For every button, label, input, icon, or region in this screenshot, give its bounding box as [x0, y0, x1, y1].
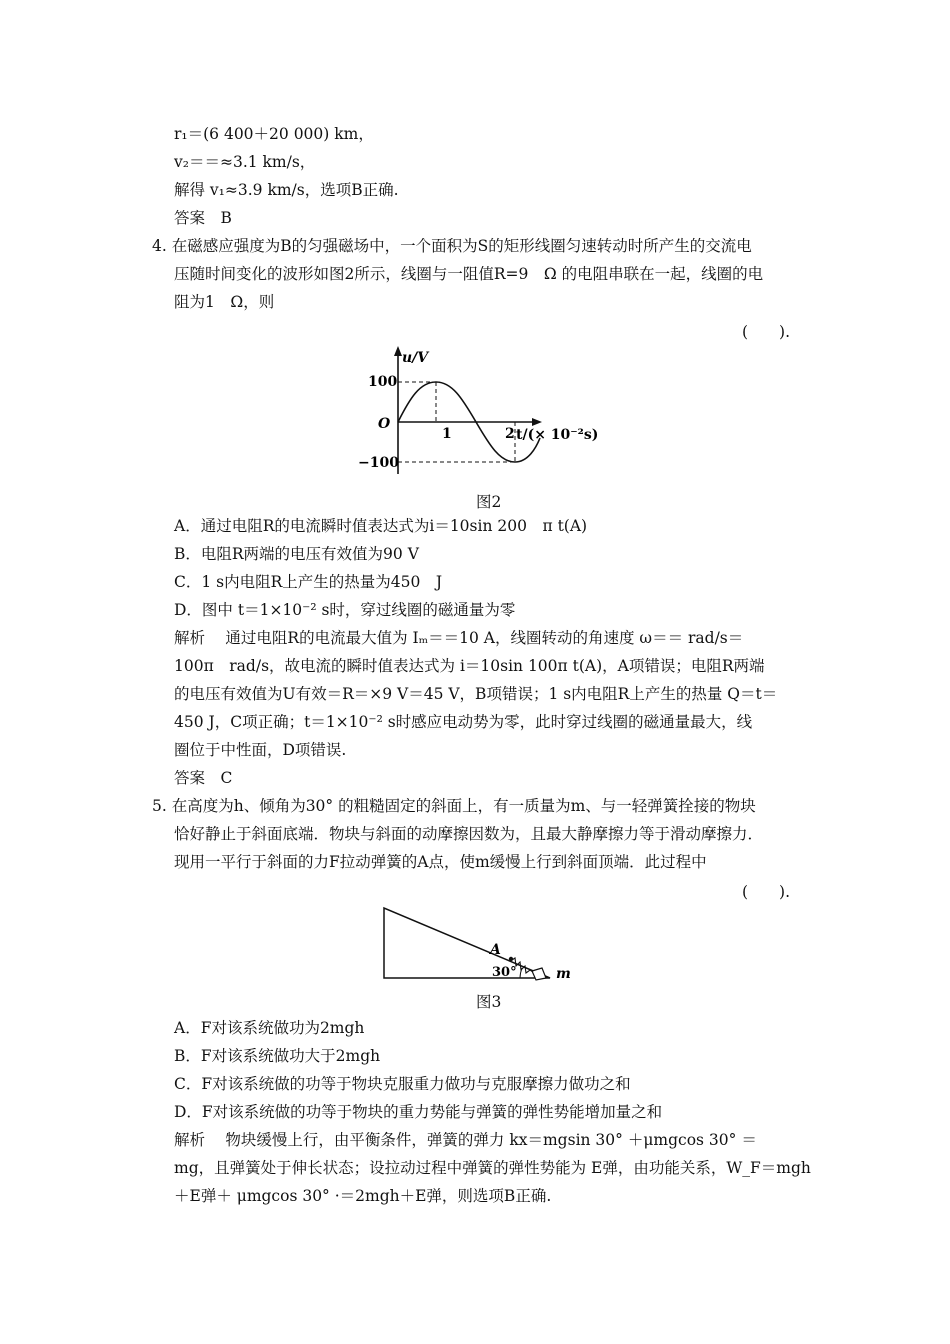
q5-analysis-line3: ＋E弹＋ μmgcos 30° ·＝2mgh＋E弹，则选项B正确.: [174, 1187, 552, 1205]
figure-3-caption: 图3: [476, 993, 502, 1011]
origin-label: O: [378, 416, 391, 432]
q5-stem-line3: 现用一平行于斜面的力F拉动弹簧的A点，使m缓慢上行到斜面顶端．此过程中: [174, 853, 707, 871]
q5-option-a: A．F对该系统做功为2mgh: [174, 1019, 365, 1037]
tick-100: 100: [368, 374, 398, 390]
solve-line: 解得 v₁≈3.9 km/s，选项B正确.: [174, 181, 399, 199]
q4-analysis-line4: 450 J，C项正确；t＝1×10⁻² s时感应电动势为零，此时穿过线圈的磁通量最大，线: [174, 713, 753, 731]
q5-stem-line2: 恰好静止于斜面底端．物块与斜面的动摩擦因数为，且最大静摩擦力等于滑动摩擦力．: [174, 825, 764, 843]
q5-analysis-line2: mg，且弹簧处于伸长状态；设拉动过程中弹簧的弹性势能为 E弹，由功能关系，W_F＝mgh: [174, 1159, 811, 1177]
q5-option-d: D．F对该系统做的功等于物块的重力势能与弹簧的弹性势能增加量之和: [174, 1103, 663, 1121]
q4-analysis-line5: 圈位于中性面，D项错误.: [174, 741, 347, 759]
q4-option-d: D．图中 t＝1×10⁻² s时，穿过线圈的磁通量为零: [174, 601, 516, 619]
v2-equation: v₂＝＝≈3.1 km/s，: [174, 153, 316, 171]
q4-option-c: C．1 s内电阻R上产生的热量为450 J: [174, 573, 443, 591]
q5-stem-line1: 5. 在高度为h、倾角为30° 的粗糙固定的斜面上，有一质量为m、与一轻弹簧拴接的物块: [152, 797, 756, 815]
label-angle: 30°: [492, 965, 517, 980]
x-axis-arrow: [532, 418, 542, 426]
label-a: A: [490, 942, 501, 958]
q4-option-b: B．电阻R两端的电压有效值为90 V: [174, 545, 419, 563]
q4-analysis-line3: 的电压有效值为U有效＝R＝×9 V＝45 V，B项错误；1 s内电阻R上产生的热量 Q＝t＝: [174, 685, 778, 703]
q5-option-c: C．F对该系统做的功等于物块克服重力做功与克服摩擦力做功之和: [174, 1075, 631, 1093]
angle-arc: [520, 968, 522, 978]
tick-1: 1: [442, 426, 452, 442]
r1-equation: r₁＝(6 400＋20 000) km，: [174, 125, 374, 143]
q5-answer-blank: ( ).: [742, 883, 791, 901]
point-a: [509, 957, 513, 961]
tick-2: 2: [505, 426, 515, 442]
q4-stem-line1: 4. 在磁感应强度为B的匀强磁场中，一个面积为S的矩形线圈匀速转动时所产生的交流电: [152, 237, 752, 255]
q4-analysis-line1: 解析 通过电阻R的电流最大值为 Iₘ＝＝10 A，线圈转动的角速度 ω＝＝ rad/s＝: [174, 629, 744, 647]
q4-option-a: A．通过电阻R的电流瞬时值表达式为i＝10sin 200 π t(A): [174, 517, 588, 535]
label-m: m: [556, 966, 571, 982]
q4-analysis-line2: 100π rad/s，故电流的瞬时值表达式为 i＝10sin 100π t(A)，A项错误；电阻R两端: [174, 657, 765, 675]
q4-stem-line3: 阻为1 Ω，则: [174, 293, 275, 311]
x-axis-label: t/(× 10⁻²s): [516, 427, 599, 443]
figure-3-incline: [370, 900, 580, 986]
tick-neg100: −100: [358, 455, 399, 471]
answer-3: 答案 B: [174, 209, 232, 227]
figure-2-waveform: [340, 340, 630, 480]
figure-2-caption: 图2: [476, 493, 502, 511]
answer-4: 答案 C: [174, 769, 233, 787]
q4-stem-line2: 压随时间变化的波形如图2所示，线圈与一阻值R=9 Ω 的电阻串联在一起，线圈的电: [174, 265, 764, 283]
q4-answer-blank: ( ).: [742, 323, 791, 341]
q5-analysis-line1: 解析 物块缓慢上行，由平衡条件，弹簧的弹力 kx＝mgsin 30° ＋μmgcos 30° ＝: [174, 1131, 757, 1149]
y-axis-arrow: [394, 346, 402, 356]
y-axis-label: u/V: [402, 350, 429, 366]
q5-option-b: B．F对该系统做功大于2mgh: [174, 1047, 381, 1065]
